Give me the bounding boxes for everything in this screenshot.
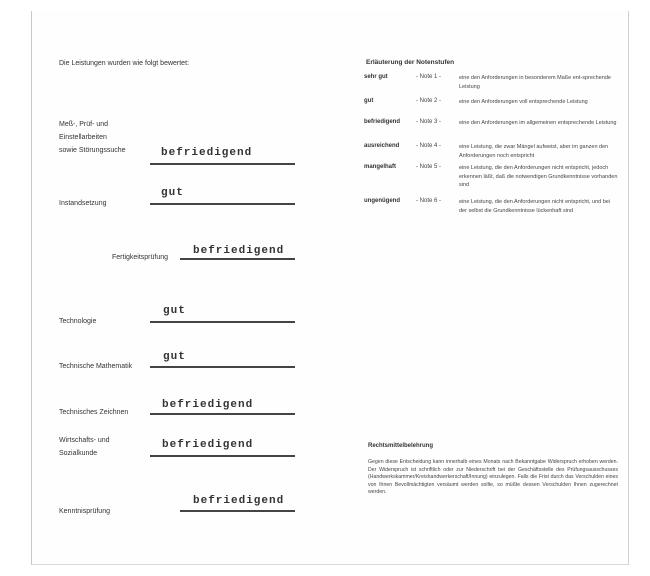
grade-line (180, 258, 295, 260)
subject-grade: gut (163, 351, 186, 363)
subject-grade: befriedigend (193, 245, 285, 257)
subject-grade: gut (163, 305, 186, 317)
subject-grade: befriedigend (162, 399, 254, 411)
grade-line (150, 366, 295, 368)
grade-legend-row: gut - Note 2 - eine den Anforderungen voll entsprechende Leistung (364, 98, 588, 105)
subject-label: Technisches Zeichnen (59, 409, 129, 416)
grade-legend-row: ungenügend - Note 6 - eine Leistung, die den Anforderungen nicht entspricht, und bei der selbst die Grundkenntnisse lückenhaft sind (364, 198, 611, 214)
subject-grade: gut (161, 187, 184, 199)
subject-label: Technologie (59, 318, 97, 325)
subject-grade: befriedigend (193, 495, 285, 507)
subject-label: Technische Mathematik (59, 363, 133, 370)
grade-line (150, 413, 295, 415)
grade-line (180, 510, 295, 512)
subject-label: Meß-, Prüf- und Einstellarbeiten sowie Störungssuche (59, 121, 126, 154)
subject-label: Fertigkeitsprüfung (112, 254, 169, 261)
grade-line (150, 203, 295, 205)
subject-label: Instandsetzung (59, 200, 107, 207)
subject-grade: befriedigend (162, 439, 254, 451)
subject-label: Kenntnisprüfung (59, 508, 110, 515)
grade-legend-row: befriedigend - Note 3 - eine den Anforderungen im allgemeinen entsprechende Leistung (364, 119, 617, 126)
legal-notice-text: Gegen diese Entscheidung kann innerhalb eines Monats nach Bekanntgabe Widerspruch erhoben werden. Der Widerspruch ist schriftlich oder zur Niederschrift bei der Geschäftsstelle des Prüfungsausschusses (Handwerkskammer/Kreishandwerkerschaft/Innung) einzulegen. Falls die Frist durch das Verschulden eines von Ihnen Bevollmächtigten versäumt werden sollte, so müßte dessen Verschulden Ihnen zugerechnet werden. (368, 459, 618, 496)
subject-grade: befriedigend (161, 147, 253, 159)
grade-line (150, 321, 295, 323)
legal-notice-title: Rechtsmittelbelehrung (368, 443, 434, 449)
grade-line (150, 163, 295, 165)
grade-legend-title: Erläuterung der Notenstufen (366, 59, 455, 66)
intro-text: Die Leistungen wurden wie folgt bewertet: (59, 60, 189, 67)
grade-line (150, 455, 295, 457)
grade-legend-row: mangelhaft - Note 5 - eine Leistung, die den Anforderungen nicht entspricht, jedoch erkennen läßt, daß die notwendigen Grundkenntnisse vorhanden sind (364, 164, 618, 188)
grade-legend-row: sehr gut - Note 1 - eine den Anforderungen in besonderem Maße ent-sprechende Leistung (364, 74, 611, 90)
subject-label: Wirtschafts- und Sozialkunde (59, 437, 110, 457)
grade-legend-row: ausreichend - Note 4 - eine Leistung, die zwar Mängel aufweist, aber im ganzen den Anforderungen noch entspricht (364, 143, 609, 159)
